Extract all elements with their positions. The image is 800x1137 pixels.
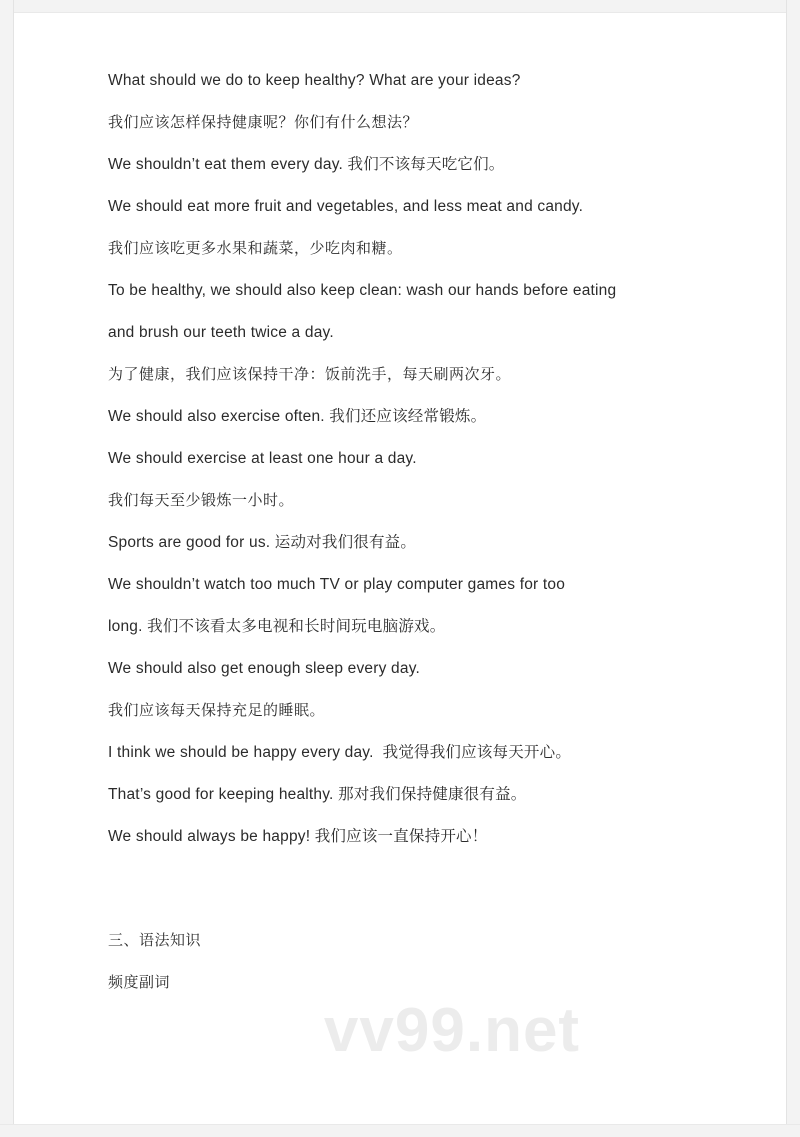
- text-line: To be healthy, we should also keep clean: wash our hands before eating: [108, 282, 617, 299]
- text-line: 我们每天至少锻炼一小时。: [108, 492, 295, 509]
- text-line: 我们应该怎样保持健康呢？你们有什么想法？: [108, 114, 419, 131]
- text-line: We should eat more fruit and vegetables, and less meat and candy.: [108, 198, 584, 215]
- text-line: and brush our teeth twice a day.: [108, 324, 334, 341]
- section-spacer: [108, 858, 708, 920]
- text-line: long. 我们不该看太多电视和长时间玩电脑游戏。: [108, 618, 446, 635]
- text-line: We should exercise at least one hour a day.: [108, 450, 417, 467]
- section-heading: 三、语法知识: [108, 932, 202, 949]
- page-edge-left: [0, 0, 14, 1137]
- text-line: We should also get enough sleep every day.: [108, 660, 420, 677]
- text-line: I think we should be happy every day. 我觉得我们应该每天开心。: [108, 744, 572, 761]
- page-edge-bottom: [0, 1124, 800, 1137]
- text-line: We shouldn’t eat them every day. 我们不该每天吃它们。: [108, 156, 505, 173]
- text-line: We should always be happy! 我们应该一直保持开心！: [108, 828, 488, 845]
- text-line: Sports are good for us. 运动对我们很有益。: [108, 534, 417, 551]
- text-line: 我们应该吃更多水果和蔬菜，少吃肉和糖。: [108, 240, 403, 257]
- text-line: We shouldn’t watch too much TV or play computer games for too: [108, 576, 566, 593]
- section-subheading: 频度副词: [108, 974, 171, 991]
- text-line: That’s good for keeping healthy. 那对我们保持健康很有益。: [108, 786, 527, 803]
- text-line: We should also exercise often. 我们还应该经常锻炼。: [108, 408, 487, 425]
- text-line: 为了健康，我们应该保持干净：饭前洗手，每天刷两次牙。: [108, 366, 512, 383]
- text-line: 我们应该每天保持充足的睡眠。: [108, 702, 326, 719]
- text-line: What should we do to keep healthy? What are your ideas?: [108, 72, 521, 89]
- page-edge-right: [786, 0, 800, 1137]
- document-body: [108, 60, 708, 1004]
- watermark: vv99.net: [323, 996, 581, 1065]
- page-edge-top: [0, 0, 800, 13]
